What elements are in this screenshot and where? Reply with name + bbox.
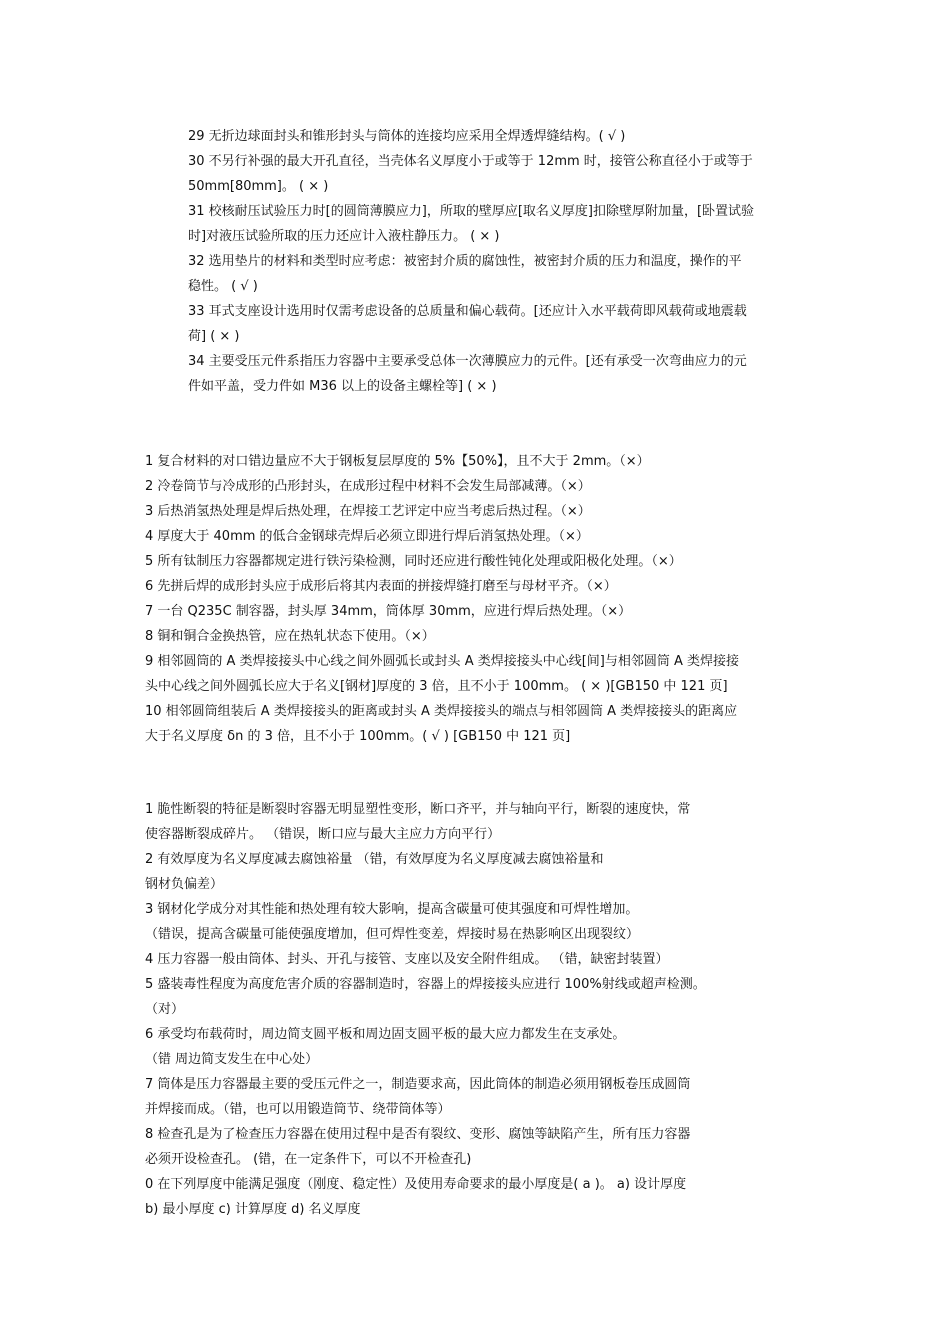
text-line: 4 厚度大于 40mm 的低合金钢球壳焊后必须立即进行焊后消氢热处理。（×）	[145, 529, 589, 544]
text-line: 钢材负偏差）	[145, 877, 224, 892]
text-line: 2 有效厚度为名义厚度减去腐蚀裕量 （错，有效厚度为名义厚度减去腐蚀裕量和	[145, 852, 604, 867]
text-line: 29 无折边球面封头和锥形封头与筒体的连接均应采用全焊透焊缝结构。( √ )	[188, 129, 626, 144]
text-line: 6 先拼后焊的成形封头应于成形后将其内表面的拼接焊缝打磨至与母材平齐。（×）	[145, 579, 617, 594]
text-line: 2 冷卷筒节与冷成形的凸形封头，在成形过程中材料不会发生局部减薄。（×）	[145, 479, 591, 494]
text-line: 3 钢材化学成分对其性能和热处理有较大影响，提高含碳量可使其强度和可焊性增加。	[145, 902, 639, 917]
text-line: 4 压力容器一般由筒体、封头、开孔与接管、支座以及安全附件组成。 （错，缺密封装置）	[145, 952, 669, 967]
section-true-false-1-10	[145, 449, 815, 749]
text-line: 34 主要受压元件系指压力容器中主要承受总体一次薄膜应力的元件。[还有承受一次弯曲应力的元	[188, 354, 747, 369]
text-line: 8 检查孔是为了检查压力容器在使用过程中是否有裂纹、变形、腐蚀等缺陷产生，所有压力容器	[145, 1127, 691, 1142]
text-line: b) 最小厚度 c) 计算厚度 d) 名义厚度	[145, 1202, 361, 1217]
text-line: 31 校核耐压试验压力时[的圆筒薄膜应力]，所取的壁厚应[取名义厚度]扣除壁厚附加量，[卧置试验	[188, 204, 755, 219]
text-line: 32 选用垫片的材料和类型时应考虑：被密封介质的腐蚀性，被密封介质的压力和温度，操作的平	[188, 254, 742, 269]
text-line: 时]对液压试验所取的压力还应计入液柱静压力。 ( × )	[188, 229, 500, 244]
text-line: 6 承受均布载荷时，周边简支圆平板和周边固支圆平板的最大应力都发生在支承处。	[145, 1027, 626, 1042]
text-line: 1 脆性断裂的特征是断裂时容器无明显塑性变形，断口齐平，并与轴向平行，断裂的速度快，常	[145, 802, 691, 817]
text-line: 33 耳式支座设计选用时仅需考虑设备的总质量和偏心载荷。[还应计入水平载荷即风载荷或地震载	[188, 304, 747, 319]
text-line: 7 筒体是压力容器最主要的受压元件之一，制造要求高，因此筒体的制造必须用钢板卷压成圆筒	[145, 1077, 691, 1092]
text-line: 1 复合材料的对口错边量应不大于钢板复层厚度的 5%【50%】，且不大于 2mm。（×）	[145, 454, 650, 469]
text-line: 大于名义厚度 δn 的 3 倍，且不小于 100mm。( √ ) [GB150 中 121 页]	[145, 729, 571, 744]
text-line: （对）	[145, 1002, 185, 1017]
text-line: 7 一台 Q235C 制容器，封头厚 34mm，筒体厚 30mm，应进行焊后热处理。（×）	[145, 604, 632, 619]
text-line: 5 盛装毒性程度为高度危害介质的容器制造时，容器上的焊接接头应进行 100%射线或超声检测。	[145, 977, 706, 992]
text-line: 9 相邻圆筒的 A 类焊接接头中心线之间外圆弧长或封头 A 类焊接接头中心线[间]与相邻圆筒 A 类焊接接	[145, 654, 740, 669]
section-true-false-29-34	[188, 124, 808, 399]
text-line: （错误，提高含碳量可能使强度增加，但可焊性变差，焊接时易在热影响区出现裂纹）	[145, 927, 640, 942]
text-line: 必须开设检查孔。 (错，在一定条件下，可以不开检查孔)	[145, 1152, 472, 1167]
text-line: 10 相邻圆筒组装后 A 类焊接接头的距离或封头 A 类焊接接头的端点与相邻圆筒 A 类焊接接头的距离应	[145, 704, 738, 719]
text-line: 50mm[80mm]。 ( × )	[188, 179, 329, 194]
text-line: 并焊接而成。（错，也可以用锻造筒节、绕带筒体等）	[145, 1102, 451, 1117]
text-line: 头中心线之间外圆弧长应大于名义[钢材]厚度的 3 倍，且不小于 100mm。 ( × )[GB150 中 121 页]	[145, 679, 728, 694]
text-line: 使容器断裂成碎片。 （错误，断口应与最大主应力方向平行）	[145, 827, 501, 842]
text-line: 稳性。 ( √ )	[188, 279, 258, 294]
section-judgement-and-choice	[145, 797, 815, 1222]
text-line: 30 不另行补强的最大开孔直径，当壳体名义厚度小于或等于 12mm 时，接管公称直径小于或等于	[188, 154, 753, 169]
text-line: 5 所有钛制压力容器都规定进行铁污染检测，同时还应进行酸性钝化处理或阳极化处理。（×）	[145, 554, 682, 569]
text-line: 8 铜和铜合金换热管，应在热轧状态下使用。（×）	[145, 629, 435, 644]
text-line: 件如平盖，受力件如 M36 以上的设备主螺栓等] ( × )	[188, 379, 497, 394]
text-line: 0 在下列厚度中能满足强度（刚度、稳定性）及使用寿命要求的最小厚度是( a )。 a) 设计厚度	[145, 1177, 687, 1192]
text-line: 3 后热消氢热处理是焊后热处理，在焊接工艺评定中应当考虑后热过程。（×）	[145, 504, 591, 519]
text-line: （错 周边简支发生在中心处）	[145, 1052, 319, 1067]
text-line: 荷] ( × )	[188, 329, 240, 344]
